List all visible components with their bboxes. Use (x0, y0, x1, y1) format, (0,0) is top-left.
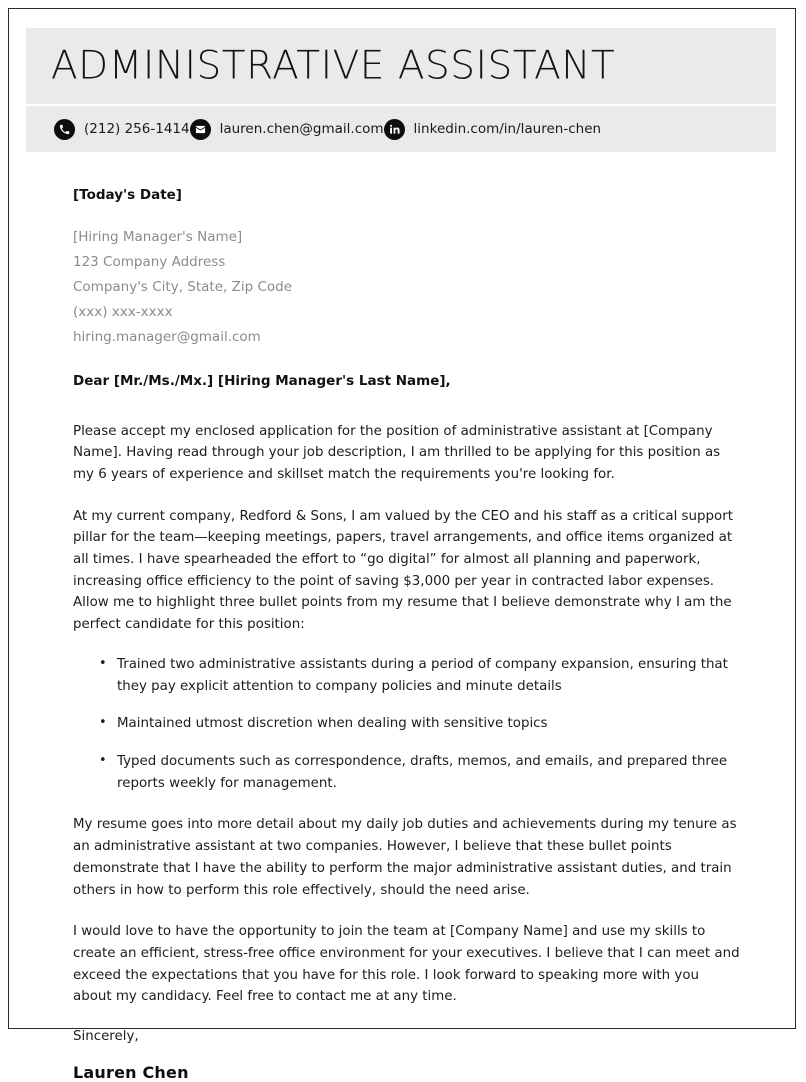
recipient-line: Company's City, State, Zip Code (73, 279, 293, 296)
contact-phone[interactable] (54, 119, 190, 140)
title-band (26, 28, 776, 104)
recipient-line: (xxx) xxx-xxxx (73, 304, 173, 321)
recipient-line: 123 Company Address (73, 254, 226, 271)
salutation: Dear [Mr./Ms./Mx.] [Hiring Manager's Last Name], (73, 372, 451, 389)
letter-page (8, 8, 796, 1082)
linkedin-icon (384, 119, 405, 140)
body-paragraph: I would love to have the opportunity to join the team at [Company Name] and use my skills to create an efficient, stress-free office environment for your executives. I believe that I can meet and exceed the expectations that you have for this role. I look forward to speaking more with you about my candidacy. Feel free to contact me at any time. (73, 924, 740, 1005)
recipient-line: hiring.manager@gmail.com (73, 329, 261, 346)
letter-body (73, 187, 741, 1082)
contact-email[interactable] (190, 119, 384, 140)
recipient-block (73, 225, 741, 351)
recipient-line: [Hiring Manager's Name] (73, 229, 243, 245)
list-item: • Typed documents such as correspondence, drafts, memos, and emails, and prepared three reports weekly for management. (99, 751, 741, 794)
achievements-list (73, 654, 741, 795)
phone-icon (54, 119, 75, 140)
contact-linkedin-text: linkedin.com/in/lauren-chen (413, 121, 602, 137)
list-item: • Maintained utmost discretion when dealing with sensitive topics (99, 713, 741, 735)
contact-bar (26, 106, 776, 152)
date-line: [Today's Date] (73, 187, 182, 203)
page-title: ADMINISTRATIVE ASSISTANT (51, 43, 616, 89)
contact-phone-text: (212) 256-1414 (84, 121, 190, 137)
contact-linkedin[interactable] (384, 119, 602, 140)
letter-header (26, 28, 776, 152)
body-paragraph: At my current company, Redford & Sons, I am valued by the CEO and his staff as a critical support pillar for the team—keeping meetings, papers, travel arrangements, and office items organized at all times. I have spearheaded the effort to “go digital” for almost all planning and paperwork, increasing office efficiency to the point of saving $3,000 per year in contracted labor expenses. Allow me to highlight three bullet points from my resume that I believe demonstrate why I am the perfect candidate for this position: (73, 508, 733, 633)
signature-name: Lauren Chen (73, 1063, 189, 1082)
list-item: • Trained two administrative assistants during a period of company expansion, ensuring that they pay explicit attention to company policies and minute details (99, 654, 741, 697)
email-icon (190, 119, 211, 140)
body-paragraph: Please accept my enclosed application for the position of administrative assistant at [Company Name]. Having read through your job description, I am thrilled to be applying for this position as my 6 years of experience and skillset match the requirements you're looking for. (73, 423, 721, 482)
contact-email-text: lauren.chen@gmail.com (219, 121, 384, 137)
body-paragraph: My resume goes into more detail about my daily job duties and achievements during my tenure as an administrative assistant at two companies. However, I believe that these bullet points demonstrate that I have the ability to perform the major administrative assistant duties, and train others in how to perform this role effectively, should the need arise. (73, 817, 737, 898)
closing-line: Sincerely, (73, 1029, 139, 1045)
